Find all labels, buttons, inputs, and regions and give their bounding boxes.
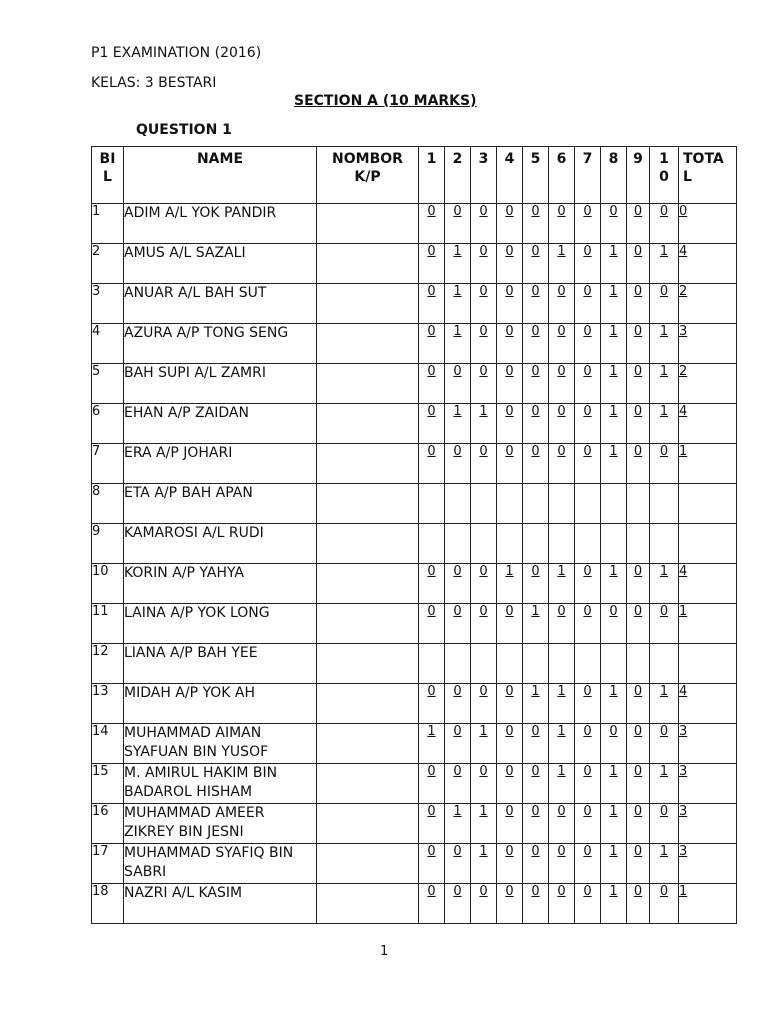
mark-q6: 0 bbox=[549, 884, 575, 924]
mark-q8: 1 bbox=[601, 324, 627, 364]
mark-q1: 0 bbox=[419, 324, 445, 364]
mark-q3: 0 bbox=[471, 364, 497, 404]
mark-q1: 0 bbox=[419, 884, 445, 924]
table-row bbox=[92, 484, 737, 524]
nombor-kp-cell bbox=[317, 244, 419, 284]
mark-q10: 0 bbox=[650, 604, 679, 644]
mark-q8: 0 bbox=[601, 724, 627, 764]
mark-q2: 1 bbox=[445, 804, 471, 844]
nombor-kp-cell bbox=[317, 804, 419, 844]
header-q6: 6 bbox=[549, 147, 575, 204]
mark-q4: 0 bbox=[497, 884, 523, 924]
mark-q10 bbox=[650, 644, 679, 684]
row-bil: 3 bbox=[92, 284, 124, 324]
row-bil: 6 bbox=[92, 404, 124, 444]
mark-q5: 1 bbox=[523, 684, 549, 724]
row-bil: 16 bbox=[92, 804, 124, 844]
mark-q8: 0 bbox=[601, 204, 627, 244]
mark-q4: 0 bbox=[497, 244, 523, 284]
mark-q6: 0 bbox=[549, 204, 575, 244]
mark-q2: 1 bbox=[445, 284, 471, 324]
table-row bbox=[92, 404, 737, 444]
mark-q10 bbox=[650, 484, 679, 524]
header-bil: BI L bbox=[92, 147, 124, 204]
total-cell: 2 bbox=[679, 364, 737, 404]
mark-q6: 1 bbox=[549, 724, 575, 764]
table-row bbox=[92, 724, 737, 764]
mark-q4: 0 bbox=[497, 604, 523, 644]
mark-q7: 0 bbox=[575, 724, 601, 764]
student-name: LAINA A/P YOK LONG bbox=[124, 604, 317, 644]
mark-q8: 1 bbox=[601, 244, 627, 284]
mark-q2 bbox=[445, 524, 471, 564]
total-cell bbox=[679, 484, 737, 524]
mark-q2 bbox=[445, 484, 471, 524]
mark-q2: 0 bbox=[445, 364, 471, 404]
nombor-kp-cell bbox=[317, 324, 419, 364]
nombor-kp-cell bbox=[317, 884, 419, 924]
mark-q1: 0 bbox=[419, 204, 445, 244]
table-row bbox=[92, 204, 737, 244]
mark-q6: 0 bbox=[549, 444, 575, 484]
header-q7: 7 bbox=[575, 147, 601, 204]
mark-q7 bbox=[575, 644, 601, 684]
mark-q5: 1 bbox=[523, 604, 549, 644]
mark-q7: 0 bbox=[575, 844, 601, 884]
mark-q7: 0 bbox=[575, 404, 601, 444]
mark-q2: 0 bbox=[445, 684, 471, 724]
student-name: ADIM A/L YOK PANDIR bbox=[124, 204, 317, 244]
mark-q3: 1 bbox=[471, 724, 497, 764]
mark-q7: 0 bbox=[575, 364, 601, 404]
mark-q5: 0 bbox=[523, 884, 549, 924]
mark-q10: 0 bbox=[650, 284, 679, 324]
mark-q6 bbox=[549, 484, 575, 524]
mark-q4 bbox=[497, 644, 523, 684]
mark-q5: 0 bbox=[523, 724, 549, 764]
mark-q3: 0 bbox=[471, 564, 497, 604]
student-name: M. AMIRUL HAKIM BIN BADAROL HISHAM bbox=[124, 764, 317, 804]
mark-q3 bbox=[471, 524, 497, 564]
mark-q10: 1 bbox=[650, 324, 679, 364]
row-bil: 18 bbox=[92, 884, 124, 924]
mark-q7: 0 bbox=[575, 684, 601, 724]
row-bil: 1 bbox=[92, 204, 124, 244]
row-bil: 9 bbox=[92, 524, 124, 564]
mark-q2: 0 bbox=[445, 444, 471, 484]
header-q8: 8 bbox=[601, 147, 627, 204]
mark-q1: 0 bbox=[419, 364, 445, 404]
table-row bbox=[92, 564, 737, 604]
table-row bbox=[92, 884, 737, 924]
mark-q10 bbox=[650, 524, 679, 564]
table-row bbox=[92, 604, 737, 644]
mark-q4: 1 bbox=[497, 564, 523, 604]
total-cell bbox=[679, 524, 737, 564]
mark-q7: 0 bbox=[575, 204, 601, 244]
mark-q1 bbox=[419, 524, 445, 564]
mark-q6: 0 bbox=[549, 364, 575, 404]
total-cell: 1 bbox=[679, 444, 737, 484]
mark-q2: 0 bbox=[445, 764, 471, 804]
mark-q6: 1 bbox=[549, 764, 575, 804]
mark-q1: 0 bbox=[419, 564, 445, 604]
mark-q5: 0 bbox=[523, 404, 549, 444]
table-row bbox=[92, 684, 737, 724]
mark-q9: 0 bbox=[627, 204, 650, 244]
table-row bbox=[92, 444, 737, 484]
mark-q4: 0 bbox=[497, 324, 523, 364]
mark-q2: 0 bbox=[445, 604, 471, 644]
mark-q9: 0 bbox=[627, 324, 650, 364]
mark-q4: 0 bbox=[497, 204, 523, 244]
mark-q5: 0 bbox=[523, 244, 549, 284]
total-cell: 0 bbox=[679, 204, 737, 244]
row-bil: 8 bbox=[92, 484, 124, 524]
row-bil: 10 bbox=[92, 564, 124, 604]
student-name: ETA A/P BAH APAN bbox=[124, 484, 317, 524]
mark-q1: 1 bbox=[419, 724, 445, 764]
mark-q7 bbox=[575, 484, 601, 524]
mark-q3: 0 bbox=[471, 324, 497, 364]
table-row bbox=[92, 284, 737, 324]
mark-q5: 0 bbox=[523, 844, 549, 884]
student-name: KORIN A/P YAHYA bbox=[124, 564, 317, 604]
row-bil: 12 bbox=[92, 644, 124, 684]
table-header-row bbox=[92, 147, 737, 204]
mark-q1: 0 bbox=[419, 604, 445, 644]
mark-q8 bbox=[601, 484, 627, 524]
mark-q7: 0 bbox=[575, 284, 601, 324]
mark-q8: 1 bbox=[601, 444, 627, 484]
nombor-kp-cell bbox=[317, 724, 419, 764]
student-name: AZURA A/P TONG SENG bbox=[124, 324, 317, 364]
mark-q8: 1 bbox=[601, 684, 627, 724]
table-row bbox=[92, 804, 737, 844]
mark-q8: 0 bbox=[601, 604, 627, 644]
table-row bbox=[92, 844, 737, 884]
nombor-kp-cell bbox=[317, 404, 419, 444]
table-row bbox=[92, 644, 737, 684]
mark-q6: 0 bbox=[549, 844, 575, 884]
mark-q10: 1 bbox=[650, 244, 679, 284]
mark-q8 bbox=[601, 524, 627, 564]
mark-q8: 1 bbox=[601, 364, 627, 404]
mark-q9: 0 bbox=[627, 364, 650, 404]
mark-q4: 0 bbox=[497, 284, 523, 324]
total-cell: 1 bbox=[679, 604, 737, 644]
mark-q9: 0 bbox=[627, 404, 650, 444]
mark-q6 bbox=[549, 524, 575, 564]
student-name: MUHAMMAD SYAFIQ BIN SABRI bbox=[124, 844, 317, 884]
total-cell: 2 bbox=[679, 284, 737, 324]
mark-q1: 0 bbox=[419, 444, 445, 484]
mark-q2: 0 bbox=[445, 564, 471, 604]
mark-q5: 0 bbox=[523, 444, 549, 484]
mark-q6: 0 bbox=[549, 804, 575, 844]
mark-q6: 0 bbox=[549, 604, 575, 644]
table-row bbox=[92, 364, 737, 404]
mark-q3: 0 bbox=[471, 684, 497, 724]
total-cell bbox=[679, 644, 737, 684]
row-bil: 14 bbox=[92, 724, 124, 764]
nombor-kp-cell bbox=[317, 364, 419, 404]
mark-q6: 0 bbox=[549, 284, 575, 324]
mark-q4: 0 bbox=[497, 764, 523, 804]
mark-q5: 0 bbox=[523, 764, 549, 804]
mark-q8: 1 bbox=[601, 804, 627, 844]
mark-q5: 0 bbox=[523, 324, 549, 364]
mark-q2: 0 bbox=[445, 844, 471, 884]
student-name: ERA A/P JOHARI bbox=[124, 444, 317, 484]
row-bil: 15 bbox=[92, 764, 124, 804]
mark-q2: 0 bbox=[445, 724, 471, 764]
table-row bbox=[92, 524, 737, 564]
row-bil: 2 bbox=[92, 244, 124, 284]
mark-q10: 0 bbox=[650, 444, 679, 484]
nombor-kp-cell bbox=[317, 484, 419, 524]
mark-q10: 0 bbox=[650, 804, 679, 844]
mark-q6: 0 bbox=[549, 324, 575, 364]
student-name: AMUS A/L SAZALI bbox=[124, 244, 317, 284]
nombor-kp-cell bbox=[317, 764, 419, 804]
mark-q7: 0 bbox=[575, 444, 601, 484]
mark-q8: 1 bbox=[601, 844, 627, 884]
mark-q10: 0 bbox=[650, 884, 679, 924]
mark-q9: 0 bbox=[627, 684, 650, 724]
mark-q8: 1 bbox=[601, 284, 627, 324]
marks-table bbox=[91, 146, 737, 924]
header-nombor-kp: NOMBOR K/P bbox=[317, 147, 419, 204]
mark-q3: 0 bbox=[471, 204, 497, 244]
total-cell: 3 bbox=[679, 724, 737, 764]
mark-q9: 0 bbox=[627, 244, 650, 284]
mark-q7: 0 bbox=[575, 884, 601, 924]
student-name: MUHAMMAD AMEER ZIKREY BIN JESNI bbox=[124, 804, 317, 844]
nombor-kp-cell bbox=[317, 524, 419, 564]
mark-q9: 0 bbox=[627, 604, 650, 644]
mark-q4: 0 bbox=[497, 404, 523, 444]
mark-q9: 0 bbox=[627, 884, 650, 924]
mark-q3: 0 bbox=[471, 884, 497, 924]
mark-q9 bbox=[627, 524, 650, 564]
header-name: NAME bbox=[124, 147, 317, 204]
header-total: TOTA L bbox=[679, 147, 737, 204]
header-q5: 5 bbox=[523, 147, 549, 204]
mark-q5 bbox=[523, 484, 549, 524]
mark-q3: 1 bbox=[471, 804, 497, 844]
mark-q9: 0 bbox=[627, 804, 650, 844]
mark-q10: 1 bbox=[650, 404, 679, 444]
mark-q5 bbox=[523, 644, 549, 684]
header-q9: 9 bbox=[627, 147, 650, 204]
mark-q9 bbox=[627, 484, 650, 524]
mark-q1: 0 bbox=[419, 764, 445, 804]
mark-q3: 0 bbox=[471, 244, 497, 284]
mark-q8: 1 bbox=[601, 564, 627, 604]
mark-q9: 0 bbox=[627, 284, 650, 324]
total-cell: 4 bbox=[679, 564, 737, 604]
mark-q2: 1 bbox=[445, 324, 471, 364]
total-cell: 3 bbox=[679, 324, 737, 364]
mark-q10: 1 bbox=[650, 764, 679, 804]
nombor-kp-cell bbox=[317, 444, 419, 484]
student-name: NAZRI A/L KASIM bbox=[124, 884, 317, 924]
student-name: MUHAMMAD AIMAN SYAFUAN BIN YUSOF bbox=[124, 724, 317, 764]
header-q1: 1 bbox=[419, 147, 445, 204]
mark-q10: 1 bbox=[650, 364, 679, 404]
mark-q3 bbox=[471, 644, 497, 684]
mark-q3: 0 bbox=[471, 604, 497, 644]
mark-q8 bbox=[601, 644, 627, 684]
class-line: KELAS: 3 BESTARI bbox=[91, 75, 217, 91]
mark-q4: 0 bbox=[497, 444, 523, 484]
student-name: KAMAROSI A/L RUDI bbox=[124, 524, 317, 564]
mark-q1: 0 bbox=[419, 244, 445, 284]
mark-q4 bbox=[497, 524, 523, 564]
mark-q8: 1 bbox=[601, 764, 627, 804]
row-bil: 7 bbox=[92, 444, 124, 484]
mark-q5: 0 bbox=[523, 284, 549, 324]
mark-q3 bbox=[471, 484, 497, 524]
student-name: MIDAH A/P YOK AH bbox=[124, 684, 317, 724]
mark-q1: 0 bbox=[419, 284, 445, 324]
mark-q6: 1 bbox=[549, 564, 575, 604]
table-row bbox=[92, 764, 737, 804]
table-body bbox=[92, 204, 737, 924]
mark-q1 bbox=[419, 484, 445, 524]
mark-q3: 1 bbox=[471, 844, 497, 884]
mark-q7: 0 bbox=[575, 564, 601, 604]
mark-q9: 0 bbox=[627, 564, 650, 604]
mark-q2: 1 bbox=[445, 244, 471, 284]
mark-q9: 0 bbox=[627, 764, 650, 804]
total-cell: 4 bbox=[679, 404, 737, 444]
mark-q5 bbox=[523, 524, 549, 564]
mark-q10: 0 bbox=[650, 204, 679, 244]
mark-q3: 0 bbox=[471, 284, 497, 324]
row-bil: 13 bbox=[92, 684, 124, 724]
mark-q6: 1 bbox=[549, 244, 575, 284]
nombor-kp-cell bbox=[317, 204, 419, 244]
total-cell: 4 bbox=[679, 244, 737, 284]
mark-q4: 0 bbox=[497, 804, 523, 844]
mark-q2 bbox=[445, 644, 471, 684]
exam-title: P1 EXAMINATION (2016) bbox=[91, 45, 262, 61]
student-name: BAH SUPI A/L ZAMRI bbox=[124, 364, 317, 404]
mark-q10: 0 bbox=[650, 724, 679, 764]
mark-q6: 0 bbox=[549, 404, 575, 444]
mark-q7: 0 bbox=[575, 764, 601, 804]
mark-q3: 1 bbox=[471, 404, 497, 444]
row-bil: 11 bbox=[92, 604, 124, 644]
total-cell: 3 bbox=[679, 844, 737, 884]
nombor-kp-cell bbox=[317, 604, 419, 644]
mark-q9: 0 bbox=[627, 844, 650, 884]
mark-q2: 0 bbox=[445, 204, 471, 244]
mark-q3: 0 bbox=[471, 764, 497, 804]
nombor-kp-cell bbox=[317, 844, 419, 884]
row-bil: 17 bbox=[92, 844, 124, 884]
mark-q1: 0 bbox=[419, 404, 445, 444]
mark-q1 bbox=[419, 644, 445, 684]
nombor-kp-cell bbox=[317, 684, 419, 724]
total-cell: 4 bbox=[679, 684, 737, 724]
mark-q7: 0 bbox=[575, 324, 601, 364]
mark-q10: 1 bbox=[650, 564, 679, 604]
header-q2: 2 bbox=[445, 147, 471, 204]
mark-q10: 1 bbox=[650, 684, 679, 724]
mark-q5: 0 bbox=[523, 204, 549, 244]
student-name: LIANA A/P BAH YEE bbox=[124, 644, 317, 684]
mark-q9: 0 bbox=[627, 724, 650, 764]
mark-q4: 0 bbox=[497, 364, 523, 404]
mark-q10: 1 bbox=[650, 844, 679, 884]
mark-q7: 0 bbox=[575, 604, 601, 644]
mark-q8: 1 bbox=[601, 884, 627, 924]
mark-q6 bbox=[549, 644, 575, 684]
page-number: 1 bbox=[380, 944, 389, 959]
row-bil: 5 bbox=[92, 364, 124, 404]
table-row bbox=[92, 244, 737, 284]
question-title: QUESTION 1 bbox=[136, 122, 232, 138]
mark-q8: 1 bbox=[601, 404, 627, 444]
mark-q9: 0 bbox=[627, 444, 650, 484]
student-name: EHAN A/P ZAIDAN bbox=[124, 404, 317, 444]
mark-q7 bbox=[575, 524, 601, 564]
mark-q4 bbox=[497, 484, 523, 524]
mark-q5: 0 bbox=[523, 364, 549, 404]
table-row bbox=[92, 324, 737, 364]
mark-q9 bbox=[627, 644, 650, 684]
mark-q2: 0 bbox=[445, 884, 471, 924]
mark-q2: 1 bbox=[445, 404, 471, 444]
total-cell: 3 bbox=[679, 804, 737, 844]
mark-q5: 0 bbox=[523, 564, 549, 604]
mark-q4: 0 bbox=[497, 684, 523, 724]
mark-q7: 0 bbox=[575, 804, 601, 844]
mark-q1: 0 bbox=[419, 804, 445, 844]
mark-q7: 0 bbox=[575, 244, 601, 284]
nombor-kp-cell bbox=[317, 564, 419, 604]
mark-q4: 0 bbox=[497, 844, 523, 884]
total-cell: 1 bbox=[679, 884, 737, 924]
nombor-kp-cell bbox=[317, 644, 419, 684]
row-bil: 4 bbox=[92, 324, 124, 364]
header-q3: 3 bbox=[471, 147, 497, 204]
header-q4: 4 bbox=[497, 147, 523, 204]
nombor-kp-cell bbox=[317, 284, 419, 324]
section-title: SECTION A (10 MARKS) bbox=[294, 93, 477, 109]
header-q10: 1 0 bbox=[650, 147, 679, 204]
mark-q1: 0 bbox=[419, 684, 445, 724]
mark-q6: 1 bbox=[549, 684, 575, 724]
student-name: ANUAR A/L BAH SUT bbox=[124, 284, 317, 324]
mark-q3: 0 bbox=[471, 444, 497, 484]
mark-q1: 0 bbox=[419, 844, 445, 884]
mark-q5: 0 bbox=[523, 804, 549, 844]
mark-q4: 0 bbox=[497, 724, 523, 764]
total-cell: 3 bbox=[679, 764, 737, 804]
